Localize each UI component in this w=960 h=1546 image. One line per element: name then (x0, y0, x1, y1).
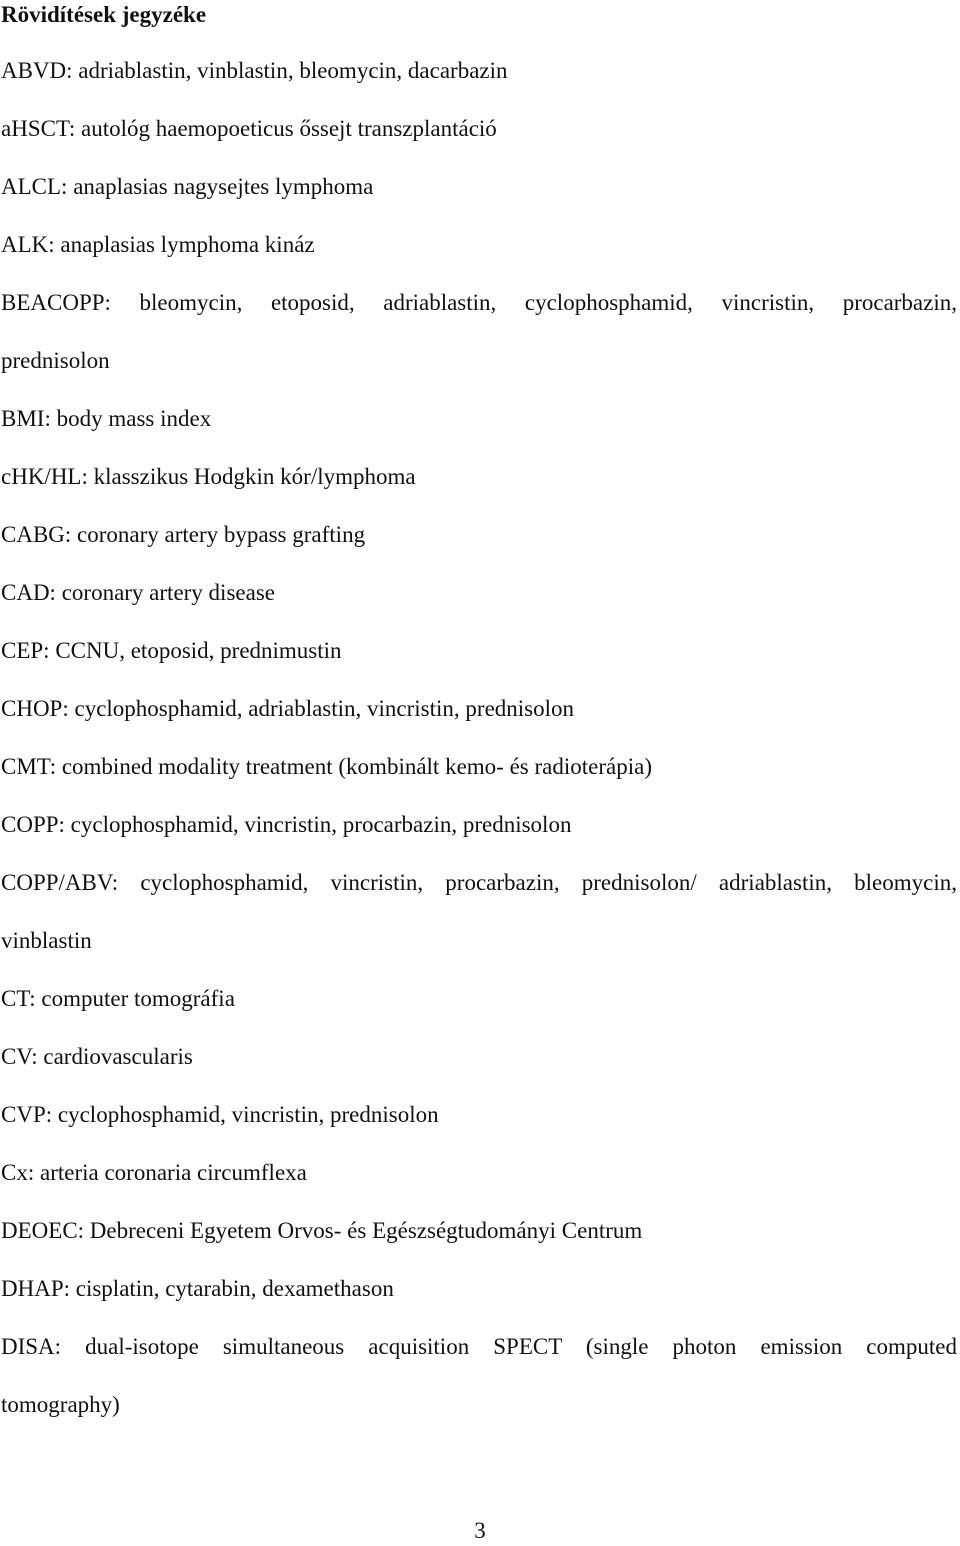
abbreviation-line-disa-continued: tomography) (1, 1392, 120, 1417)
abbreviation-line-disa: DISA: dual-isotope simultaneous acquisition SPECT (single photon emission computed (1, 1334, 957, 1359)
abbreviation-line-copp-abv: COPP/ABV: cyclophosphamid, vincristin, procarbazin, prednisolon/ adriablastin, bleomycin, (1, 870, 957, 895)
abbreviation-line-dhap: DHAP: cisplatin, cytarabin, dexamethason (1, 1276, 394, 1301)
abbreviation-line-chk-hl: cHK/HL: klasszikus Hodgkin kór/lymphoma (1, 464, 416, 489)
abbreviation-line-cvp: CVP: cyclophosphamid, vincristin, prednisolon (1, 1102, 439, 1127)
abbreviation-line-deoec: DEOEC: Debreceni Egyetem Orvos- és Egészségtudományi Centrum (1, 1218, 643, 1243)
abbreviation-line-alk: ALK: anaplasias lymphoma kináz (1, 232, 315, 257)
abbreviation-line-cv: CV: cardiovascularis (1, 1044, 193, 1069)
abbreviation-line-copp: COPP: cyclophosphamid, vincristin, procarbazin, prednisolon (1, 812, 572, 837)
abbreviation-line-copp-abv-continued: vinblastin (1, 928, 92, 953)
abbreviation-line-beacopp: BEACOPP: bleomycin, etoposid, adriablastin, cyclophosphamid, vincristin, procarbazin, (1, 290, 957, 315)
abbreviation-line-cad: CAD: coronary artery disease (1, 580, 275, 605)
abbreviation-line-alcl: ALCL: anaplasias nagysejtes lymphoma (1, 174, 374, 199)
abbreviation-line-cx: Cx: arteria coronaria circumflexa (1, 1160, 307, 1185)
page-number: 3 (474, 1518, 486, 1543)
page-title: Rövidítések jegyzéke (1, 2, 207, 27)
abbreviation-line-cep: CEP: CCNU, etoposid, prednimustin (1, 638, 342, 663)
abbreviation-line-ahsct: aHSCT: autológ haemopoeticus őssejt transzplantáció (1, 116, 497, 141)
abbreviation-line-cmt: CMT: combined modality treatment (kombinált kemo- és radioterápia) (1, 754, 652, 779)
abbreviation-line-cabg: CABG: coronary artery bypass grafting (1, 522, 366, 547)
abbreviation-line-beacopp-continued: prednisolon (1, 348, 110, 373)
abbreviation-line-ct: CT: computer tomográfia (1, 986, 235, 1011)
abbreviation-line-bmi: BMI: body mass index (1, 406, 212, 431)
abbreviation-list (1, 42, 957, 1434)
abbreviation-line-chop: CHOP: cyclophosphamid, adriablastin, vincristin, prednisolon (1, 696, 575, 721)
abbreviation-line-abvd: ABVD: adriablastin, vinblastin, bleomycin, dacarbazin (1, 58, 508, 83)
